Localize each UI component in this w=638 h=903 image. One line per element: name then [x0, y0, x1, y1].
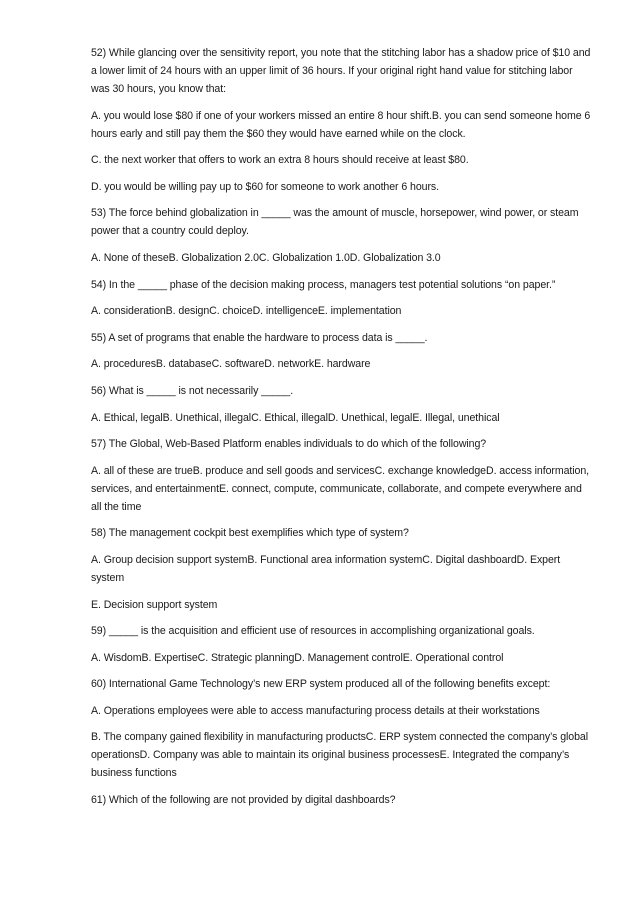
question-60-options-be: B. The company gained flexibility in manufacturing productsC. ERP system connected the company’s global operationsD. Company was able to maintain its original business processesE. Integrated the company’s business functions — [91, 731, 589, 780]
question-61: 61) Which of the following are not provided by digital dashboards? — [91, 794, 396, 807]
question-60: 60) International Game Technology’s new ERP system produced all of the following benefits except: — [91, 678, 551, 691]
question-56-options: A. Ethical, legalB. Unethical, illegalC. Ethical, illegalD. Unethical, legalE. Illegal, unethical — [91, 411, 500, 424]
question-58: 58) The management cockpit best exemplifies which type of system? — [91, 527, 409, 540]
question-53: 53) The force behind globalization in _____ was the amount of muscle, horsepower, wind power, or steam power that a country could deploy. — [91, 207, 579, 238]
question-60-option-a: A. Operations employees were able to access manufacturing process details at their workstations — [91, 704, 540, 717]
question-55-options: A. proceduresB. databaseC. softwareD. networkE. hardware — [91, 358, 371, 371]
question-54: 54) In the _____ phase of the decision making process, managers test potential solutions “on paper.” — [91, 278, 556, 291]
question-52-option-c: C. the next worker that offers to work an extra 8 hours should receive at least $80. — [91, 154, 469, 167]
question-57-options: A. all of these are trueB. produce and sell goods and servicesC. exchange knowledgeD. access information, services, and entertainmentE. connect, compute, communicate, collaborate, and compete everywhere and all the time — [91, 464, 590, 513]
question-52-options-ab: A. you would lose $80 if one of your workers missed an entire 8 hour shift.B. you can send someone home 6 hours early and still pay them the $60 they would have earned while on the clock. — [91, 109, 591, 140]
question-55: 55) A set of programs that enable the hardware to process data is _____. — [91, 331, 428, 344]
question-54-options: A. considerationB. designC. choiceD. intelligenceE. implementation — [91, 305, 402, 318]
question-57: 57) The Global, Web-Based Platform enables individuals to do which of the following? — [91, 438, 487, 451]
question-53-options: A. None of theseB. Globalization 2.0C. Globalization 1.0D. Globalization 3.0 — [91, 251, 441, 264]
question-56: 56) What is _____ is not necessarily _____. — [91, 384, 294, 397]
question-58-options: A. Group decision support systemB. Functional area information systemC. Digital dashboardD. Expert system — [91, 553, 561, 584]
question-52-option-d: D. you would be willing pay up to $60 for someone to work another 6 hours. — [91, 180, 439, 193]
question-58-option-e: E. Decision support system — [91, 598, 218, 611]
question-59-options: A. WisdomB. ExpertiseC. Strategic planningD. Management controlE. Operational control — [91, 651, 504, 664]
question-59: 59) _____ is the acquisition and efficient use of resources in accomplishing organizational goals. — [91, 625, 535, 638]
document-page — [91, 44, 591, 818]
question-52: 52) While glancing over the sensitivity report, you note that the stitching labor has a shadow price of $10 and a lower limit of 24 hours with an upper limit of 36 hours. If your original right hand value for stitching labor was 30 hours, you know that: — [91, 47, 591, 95]
